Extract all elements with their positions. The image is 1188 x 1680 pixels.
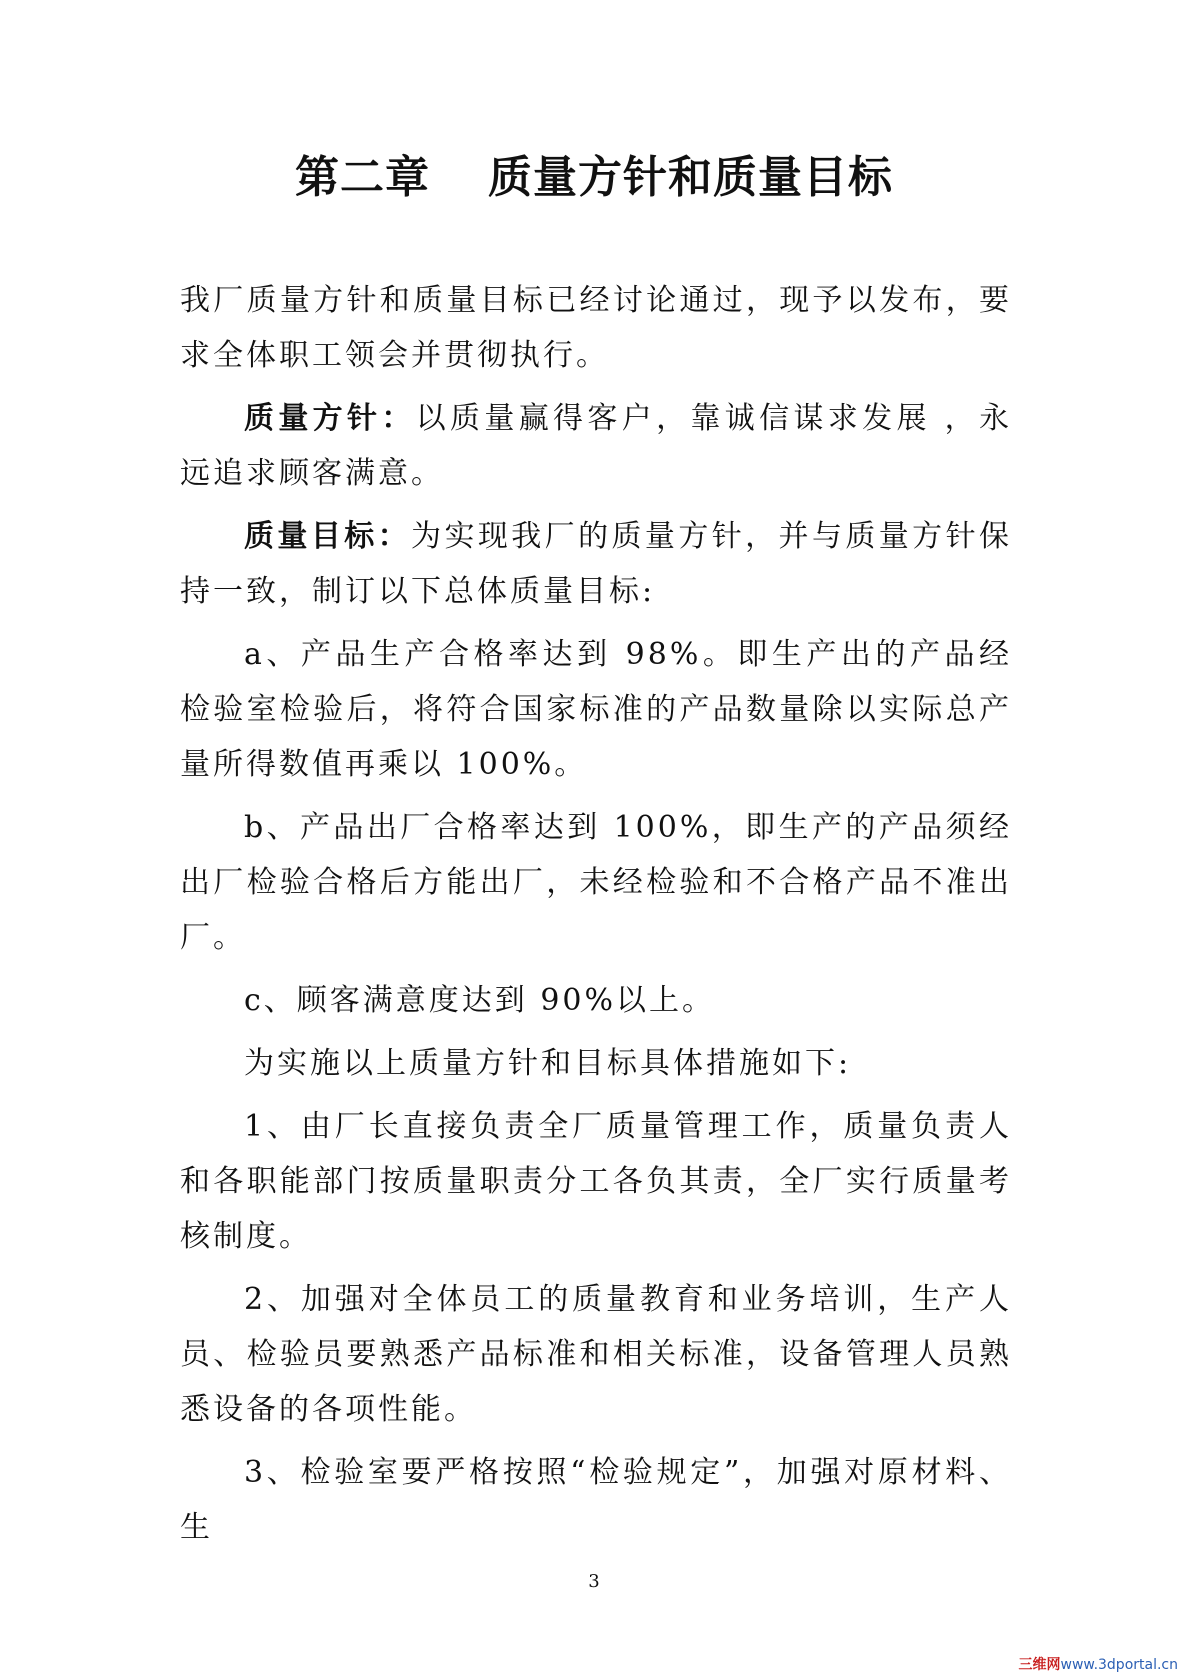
chapter-number: 第二章	[295, 152, 430, 203]
page-number: 3	[588, 1571, 600, 1592]
objective-paragraph	[180, 509, 1012, 619]
measure-1: 1、由厂长直接负责全厂质量管理工作，质量负责人和各职能部门按质量职责分工各负其责，全厂实行质量考核制度。	[180, 1109, 1012, 1254]
objective-label: 质量目标：	[244, 519, 412, 554]
watermark-brand: 三维网	[1018, 1657, 1061, 1673]
intro-paragraph: 我厂质量方针和质量目标已经讨论通过，现予以发布，要求全体职工领会并贯彻执行。	[180, 283, 1012, 373]
objective-text: 为实现我厂的质量方针，并与质量方针保持一致，制订以下总体质量目标:	[180, 519, 1013, 609]
measures-intro: 为实施以上质量方针和目标具体措施如下:	[244, 1046, 852, 1081]
objective-item-b: b、产品出厂合格率达到 100%，即生产的产品须经出厂检验合格后方能出厂，未经检验和不合格产品不准出厂。	[180, 810, 1012, 955]
chapter-title	[0, 148, 1188, 208]
chapter-heading: 质量方针和质量目标	[488, 152, 893, 203]
document-body	[180, 273, 1012, 1555]
measure-3: 3、检验室要严格按照“检验规定”，加强对原材料、生	[180, 1455, 1012, 1545]
objective-item-a: a、产品生产合格率达到 98%。即生产出的产品经检验室检验后，将符合国家标准的产品数量除以实际总产量所得数值再乘以 100%。	[180, 637, 1012, 782]
objective-item-c: c、顾客满意度达到 90%以上。	[244, 983, 716, 1018]
policy-text: 以质量赢得客户，靠诚信谋求发展 ，永远追求顾客满意。	[180, 401, 1012, 491]
policy-label: 质量方针：	[244, 401, 416, 436]
site-watermark	[1019, 1656, 1179, 1674]
watermark-url: www.3dportal.cn	[1060, 1657, 1178, 1673]
measure-2: 2、加强对全体员工的质量教育和业务培训，生产人员、检验员要熟悉产品标准和相关标准，设备管理人员熟悉设备的各项性能。	[180, 1282, 1012, 1427]
policy-paragraph	[180, 391, 1012, 501]
